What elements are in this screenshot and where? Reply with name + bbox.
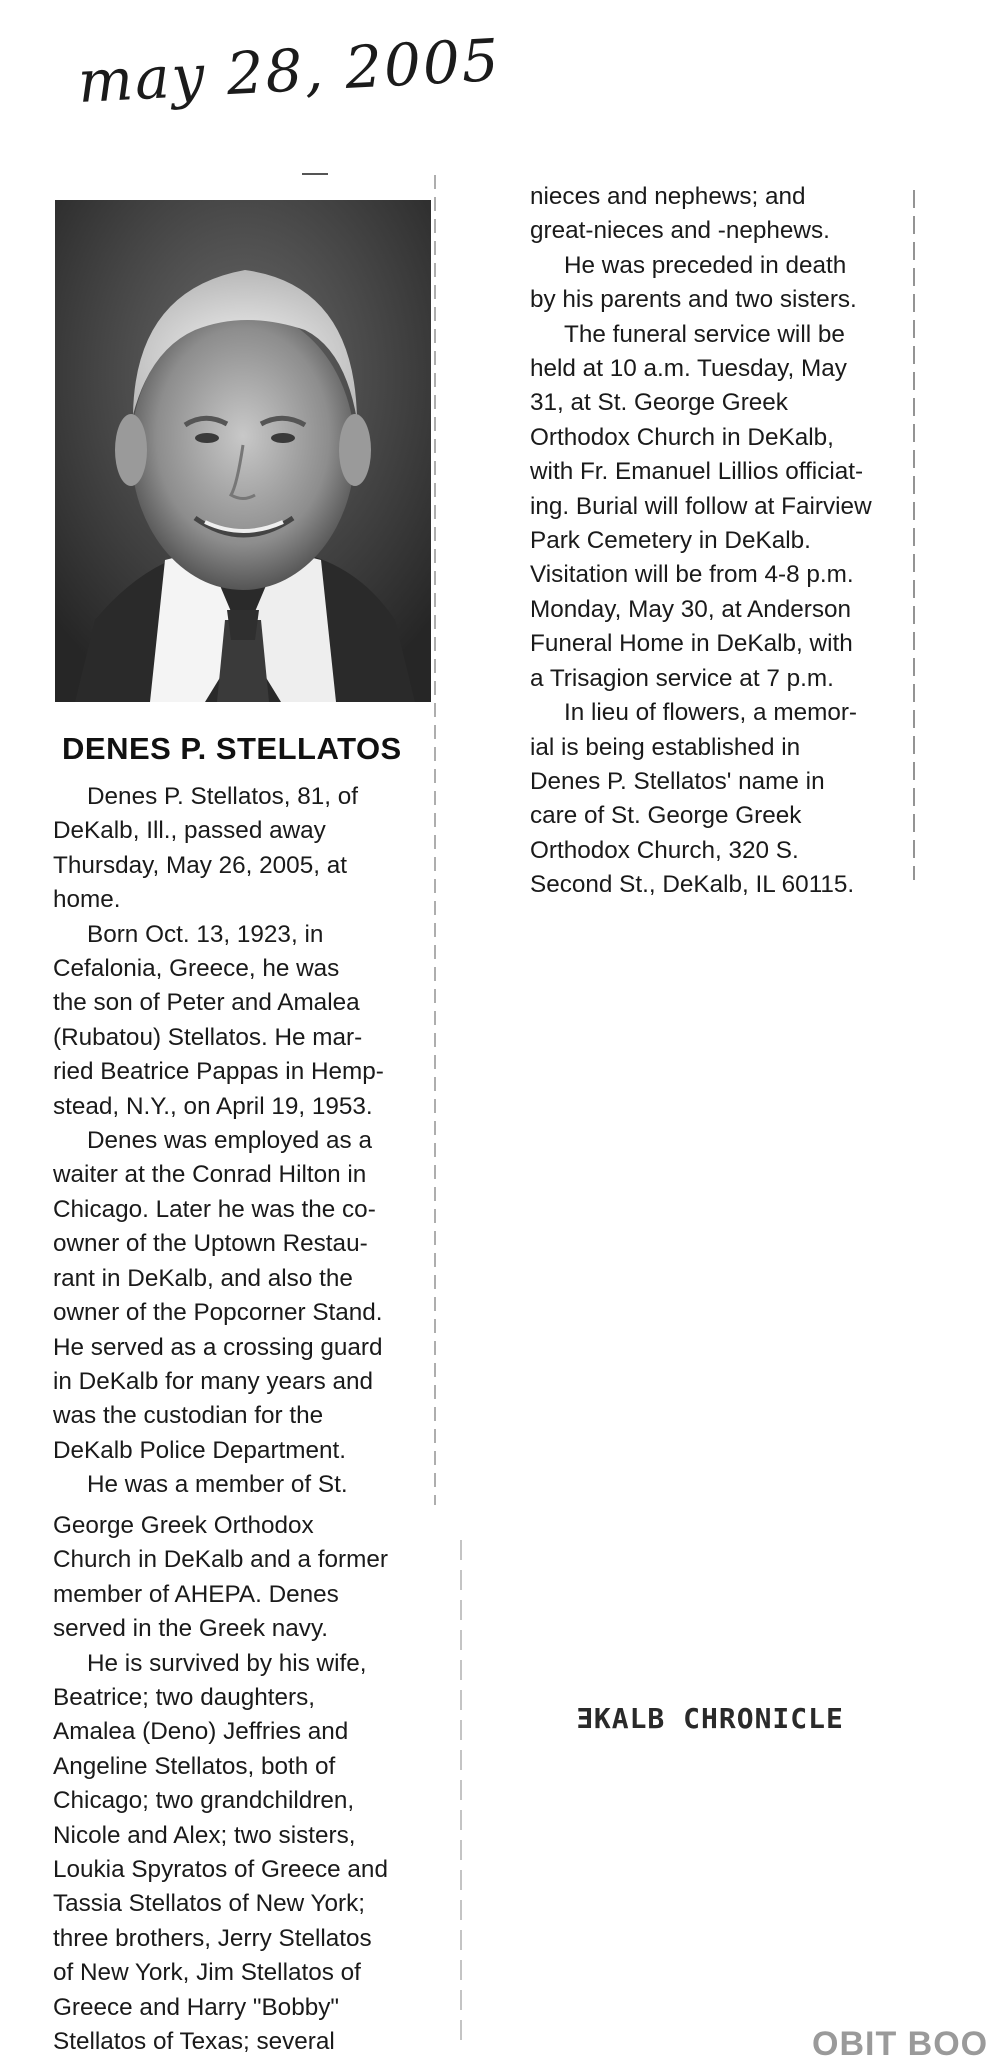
text-line: Tassia Stellatos of New York;	[53, 1890, 365, 1918]
text-line: Orthodox Church, 320 S.	[530, 836, 799, 864]
text-line: DeKalb, Ill., passed away	[53, 817, 326, 845]
text-line: George Greek Orthodox	[53, 1512, 314, 1539]
text-line: Thursday, May 26, 2005, at	[53, 851, 347, 879]
text-line: He is survived by his wife,	[87, 1649, 367, 1677]
text-line: held at 10 a.m. Tuesday, May	[530, 355, 847, 383]
text-line: Church in DeKalb and a former	[53, 1546, 388, 1574]
text-line: the son of Peter and Amalea	[53, 989, 360, 1017]
handwritten-date: may 28, 2005	[76, 25, 503, 116]
text-line: ial is being established in	[530, 733, 801, 761]
text-line: Denes P. Stellatos, 81, of	[87, 783, 359, 810]
text-line: Second St., DeKalb, IL 60115.	[530, 871, 855, 899]
text-line: three brothers, Jerry Stellatos	[53, 1924, 372, 1952]
text-line: Loukia Spyratos of Greece and	[53, 1856, 388, 1884]
text-line: stead, N.Y., on April 19, 1953.	[53, 1092, 373, 1120]
text-line: The funeral service will be	[564, 320, 845, 348]
column-rule	[460, 1540, 462, 2040]
text-line: home.	[53, 886, 121, 914]
text-line: In lieu of flowers, a memor-	[564, 699, 858, 727]
text-line: Visitation will be from 4-8 p.m.	[530, 561, 854, 589]
divider	[302, 173, 328, 175]
text-line: Greece and Harry "Bobby"	[53, 1993, 339, 2021]
text-line: Funeral Home in DeKalb, with	[530, 630, 853, 658]
text-line: 31, at St. George Greek	[530, 389, 788, 417]
obituary-column-1	[53, 780, 433, 1503]
text-line: by his parents and two sisters.	[530, 286, 857, 314]
text-line: He was a member of St.	[87, 1471, 348, 1499]
text-line: (Rubatou) Stellatos. He mar-	[53, 1023, 363, 1051]
text-line: in DeKalb for many years and	[53, 1367, 374, 1395]
text-line: Cefalonia, Greece, he was	[53, 955, 340, 983]
text-line: Angeline Stellatos, both of	[53, 1752, 336, 1780]
newspaper-source-label: ƎKALB CHRONICLE	[576, 1702, 844, 1735]
text-line: Chicago; two grandchildren,	[53, 1787, 355, 1815]
text-line: He served as a crossing guard	[53, 1333, 383, 1361]
text-line: Stellatos of Texas; several	[53, 2028, 335, 2056]
text-line: Park Cemetery in DeKalb.	[530, 527, 811, 555]
column-rule	[434, 175, 436, 1505]
text-line: Beatrice; two daughters,	[53, 1684, 316, 1712]
text-line: of New York, Jim Stellatos of	[53, 1959, 361, 1987]
text-line: with Fr. Emanuel Lillios officiat-	[530, 458, 864, 486]
text-line: a Trisagion service at 7 p.m.	[530, 664, 834, 692]
text-line: care of St. George Greek	[530, 802, 802, 830]
text-line: great-nieces and -nephews.	[530, 217, 830, 245]
text-line: Amalea (Deno) Jeffries and	[53, 1718, 349, 1746]
text-line: ing. Burial will follow at Fairview	[530, 492, 872, 520]
text-line: owner of the Popcorner Stand.	[53, 1299, 383, 1327]
text-line: Nicole and Alex; two sisters,	[53, 1821, 356, 1849]
obit-book-stamp: OBIT BOO	[812, 2025, 988, 2063]
text-line: served in the Greek navy.	[53, 1615, 329, 1643]
text-line: ried Beatrice Pappas in Hemp-	[53, 1058, 384, 1086]
text-line: member of AHEPA. Denes	[53, 1580, 339, 1608]
obituary-headline: DENES P. STELLATOS	[62, 731, 402, 766]
text-line: Chicago. Later he was the co-	[53, 1195, 376, 1223]
text-line: Monday, May 30, at Anderson	[530, 595, 851, 623]
text-line: DeKalb Police Department.	[53, 1436, 347, 1464]
obituary-column-2	[53, 1509, 433, 2060]
text-line: Denes was employed as a	[87, 1127, 372, 1155]
text-line: owner of the Uptown Restau-	[53, 1230, 368, 1258]
obituary-column-3	[530, 180, 920, 903]
text-line: nieces and nephews; and	[530, 183, 806, 210]
text-line: was the custodian for the	[53, 1402, 324, 1430]
text-line: Orthodox Church in DeKalb,	[530, 423, 834, 451]
portrait-photo	[55, 200, 431, 702]
text-line: waiter at the Conrad Hilton in	[53, 1161, 367, 1189]
text-line: Denes P. Stellatos' name in	[530, 767, 825, 795]
text-line: He was preceded in death	[564, 251, 847, 279]
text-line: rant in DeKalb, and also the	[53, 1264, 353, 1292]
text-line: Born Oct. 13, 1923, in	[87, 920, 324, 948]
